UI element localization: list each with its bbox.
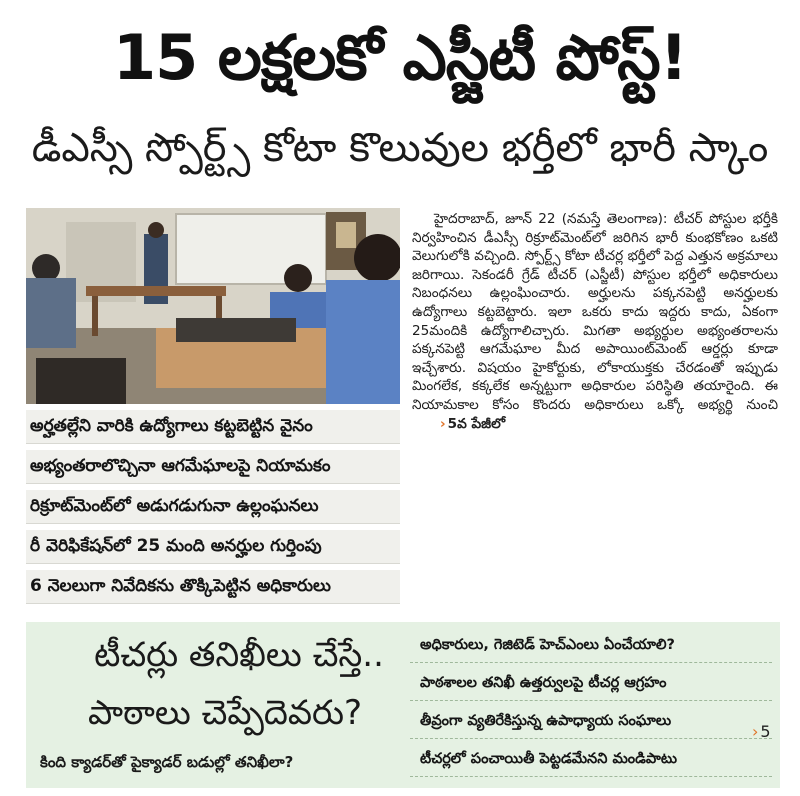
panel-headline-line2: పాఠాలు చెప్పేదెవరు?	[87, 693, 363, 733]
panel-point: తీవ్రంగా వ్యతిరేకిస్తున్న ఉపాధ్యాయ సంఘాలు	[410, 704, 772, 739]
panel-point: అధికారులు, గెజిటెడ్ హెచ్‌ఎంలు ఏంచేయాలి?	[410, 628, 772, 663]
highlight-item: అభ్యంతరాలొచ్చినా ఆగమేఘాలపై నియామకం	[26, 450, 400, 484]
panel-point: టీచర్లలో పంచాయితీ పెట్టడమేనని మండిపాటు	[410, 742, 772, 777]
panel-subline: కింది క్యాడర్‌తో పైక్యాడర్ బడుల్లో తనిఖీలా?	[40, 753, 294, 771]
arrow-right-icon: ›	[440, 415, 446, 432]
highlight-item: అర్హతల్లేని వారికి ఉద్యోగాలు కట్టబెట్టిన వైనం	[26, 410, 400, 444]
classroom-photo	[26, 208, 400, 404]
highlight-item: రీ వెరిఫికేషన్‌లో 25 మంది అనర్హుల గుర్తింపు	[26, 530, 400, 564]
highlight-item: 6 నెలలుగా నివేదికను తొక్కిపెట్టిన అధికారులు	[26, 570, 400, 604]
arrow-right-icon: ›	[752, 722, 759, 741]
continued-label: 5వ పేజీలో	[447, 415, 506, 432]
related-story-panel	[26, 622, 780, 788]
article-text: హైదరాబాద్, జూన్ 22 (నమస్తే తెలంగాణ): టీచర్ పోస్టుల భర్తీకి నిర్వహించిన డీఎస్సీ రిక్రూట్‌మెంట్‌లో జరిగిన భారీ కుంభకోణం ఒకటి వెలుగులోకి వచ్చింది. స్పోర్ట్స్ కోటా టీచర్ల భర్తీలో పెద్ద ఎత్తున అక్రమాలు జరిగాయి. సెకండరీ గ్రేడ్ టీచర్ (ఎస్జీటీ) పోస్టుల భర్తీలో అధికారులు నిబంధనలు ఉల్లంఘించారు. అర్హులను పక్కనపెట్టి అనర్హులకు ఉద్యోగాలు కట్టబెట్టారు. ఇలా ఒకరు కాదు ఇద్దరు కాదు, ఏకంగా 25మందికి ఉద్యోగాలిచ్చారు. మిగతా అభ్యర్థుల అభ్యంతరాలను పక్కనపెట్టి ఆగమేఘాల మీద అపాయింట్‌మెంట్ ఆర్డర్లు కూడా ఇచ్చేశారు. విషయం హైకోర్టుకు, లోకాయుక్తకు చేరడంతో ఇప్పుడు మింగలేక, కక్కలేక అన్నట్టుగా అధికారుల పరిస్థితి తయారైంది. ఈ నియామకాల కోసం కొందరు అధికారులు ఒక్కో అభ్యర్థి నుంచి	[412, 211, 778, 413]
continued-link[interactable]	[418, 415, 505, 434]
highlights-list	[26, 410, 400, 610]
panel-page-ref[interactable]	[752, 722, 771, 741]
panel-page-number: 5	[760, 722, 771, 741]
panel-point: పాఠశాలల తనిఖీ ఉత్తర్వులపై టీచర్ల ఆగ్రహం	[410, 666, 772, 701]
article-body	[412, 210, 778, 433]
panel-points-list	[410, 628, 772, 780]
subheadline: డీఎస్సీ స్పోర్ట్స్ కోటా కొలువుల భర్తీలో భారీ స్కాం	[31, 125, 769, 171]
headline: 15 లక్షలకో ఎస్జీటీ పోస్ట్!	[113, 21, 687, 94]
panel-headline-line1: టీచర్లు తనిఖీలు చేస్తే..	[94, 635, 384, 675]
highlight-item: రిక్రూట్‌మెంట్‌లో అడుగడుగునా ఉల్లంఘనలు	[26, 490, 400, 524]
